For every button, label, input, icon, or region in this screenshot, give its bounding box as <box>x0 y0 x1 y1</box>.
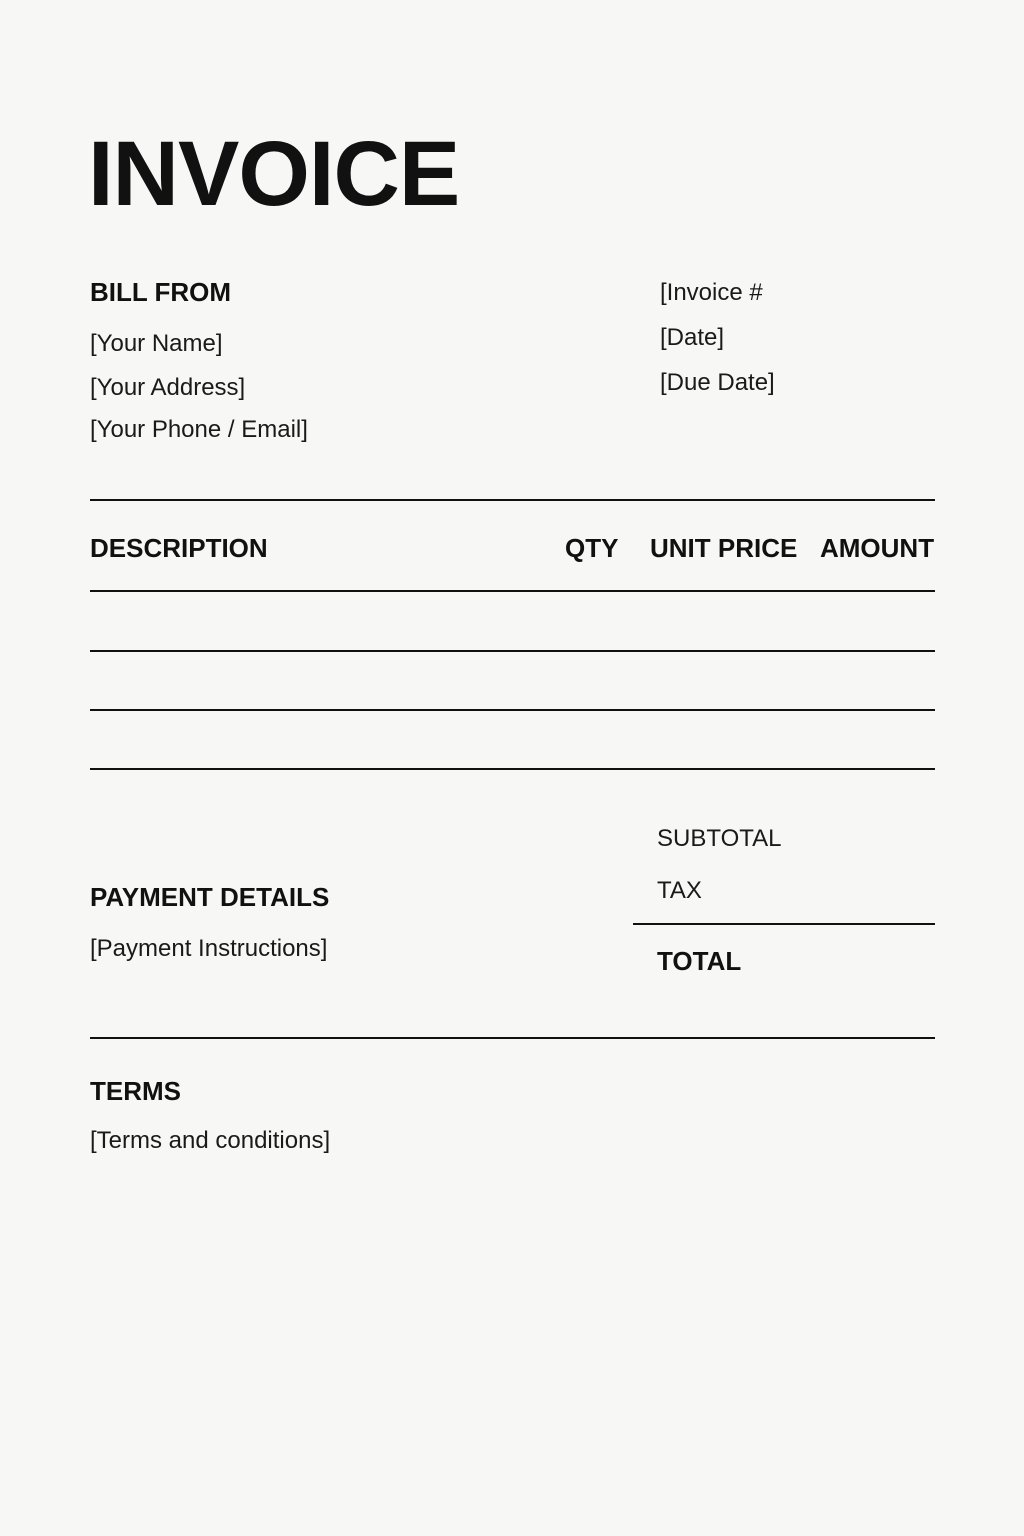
terms-heading: TERMS <box>90 1076 181 1106</box>
column-header-unit-price: UNIT PRICE <box>650 533 798 563</box>
table-top-rule <box>90 499 935 501</box>
invoice-date: [Date] <box>660 324 725 351</box>
payment-instructions: [Payment Instructions] <box>90 935 328 962</box>
bill-from-address: [Your Address] <box>90 374 246 401</box>
table-row-rule <box>90 768 935 770</box>
bill-from-heading: BILL FROM <box>90 277 232 307</box>
bill-from-contact: [Your Phone / Email] <box>90 416 308 443</box>
column-header-amount: AMOUNT <box>820 533 935 563</box>
table-row-rule <box>90 650 935 652</box>
total-label: TOTAL <box>657 946 742 976</box>
table-header-rule <box>90 590 935 592</box>
invoice-title: INVOICE <box>88 123 460 225</box>
terms-divider <box>90 1037 935 1039</box>
terms-text: [Terms and conditions] <box>90 1127 331 1154</box>
invoice-number: [Invoice # <box>660 279 763 306</box>
invoice-due-date: [Due Date] <box>660 369 775 396</box>
tax-label: TAX <box>657 877 702 904</box>
bill-from-name: [Your Name] <box>90 330 223 357</box>
subtotal-label: SUBTOTAL <box>657 825 782 852</box>
column-header-qty: QTY <box>565 533 619 563</box>
payment-details-heading: PAYMENT DETAILS <box>90 882 330 912</box>
table-row-rule <box>90 709 935 711</box>
column-header-description: DESCRIPTION <box>90 533 268 563</box>
totals-rule <box>633 923 935 925</box>
